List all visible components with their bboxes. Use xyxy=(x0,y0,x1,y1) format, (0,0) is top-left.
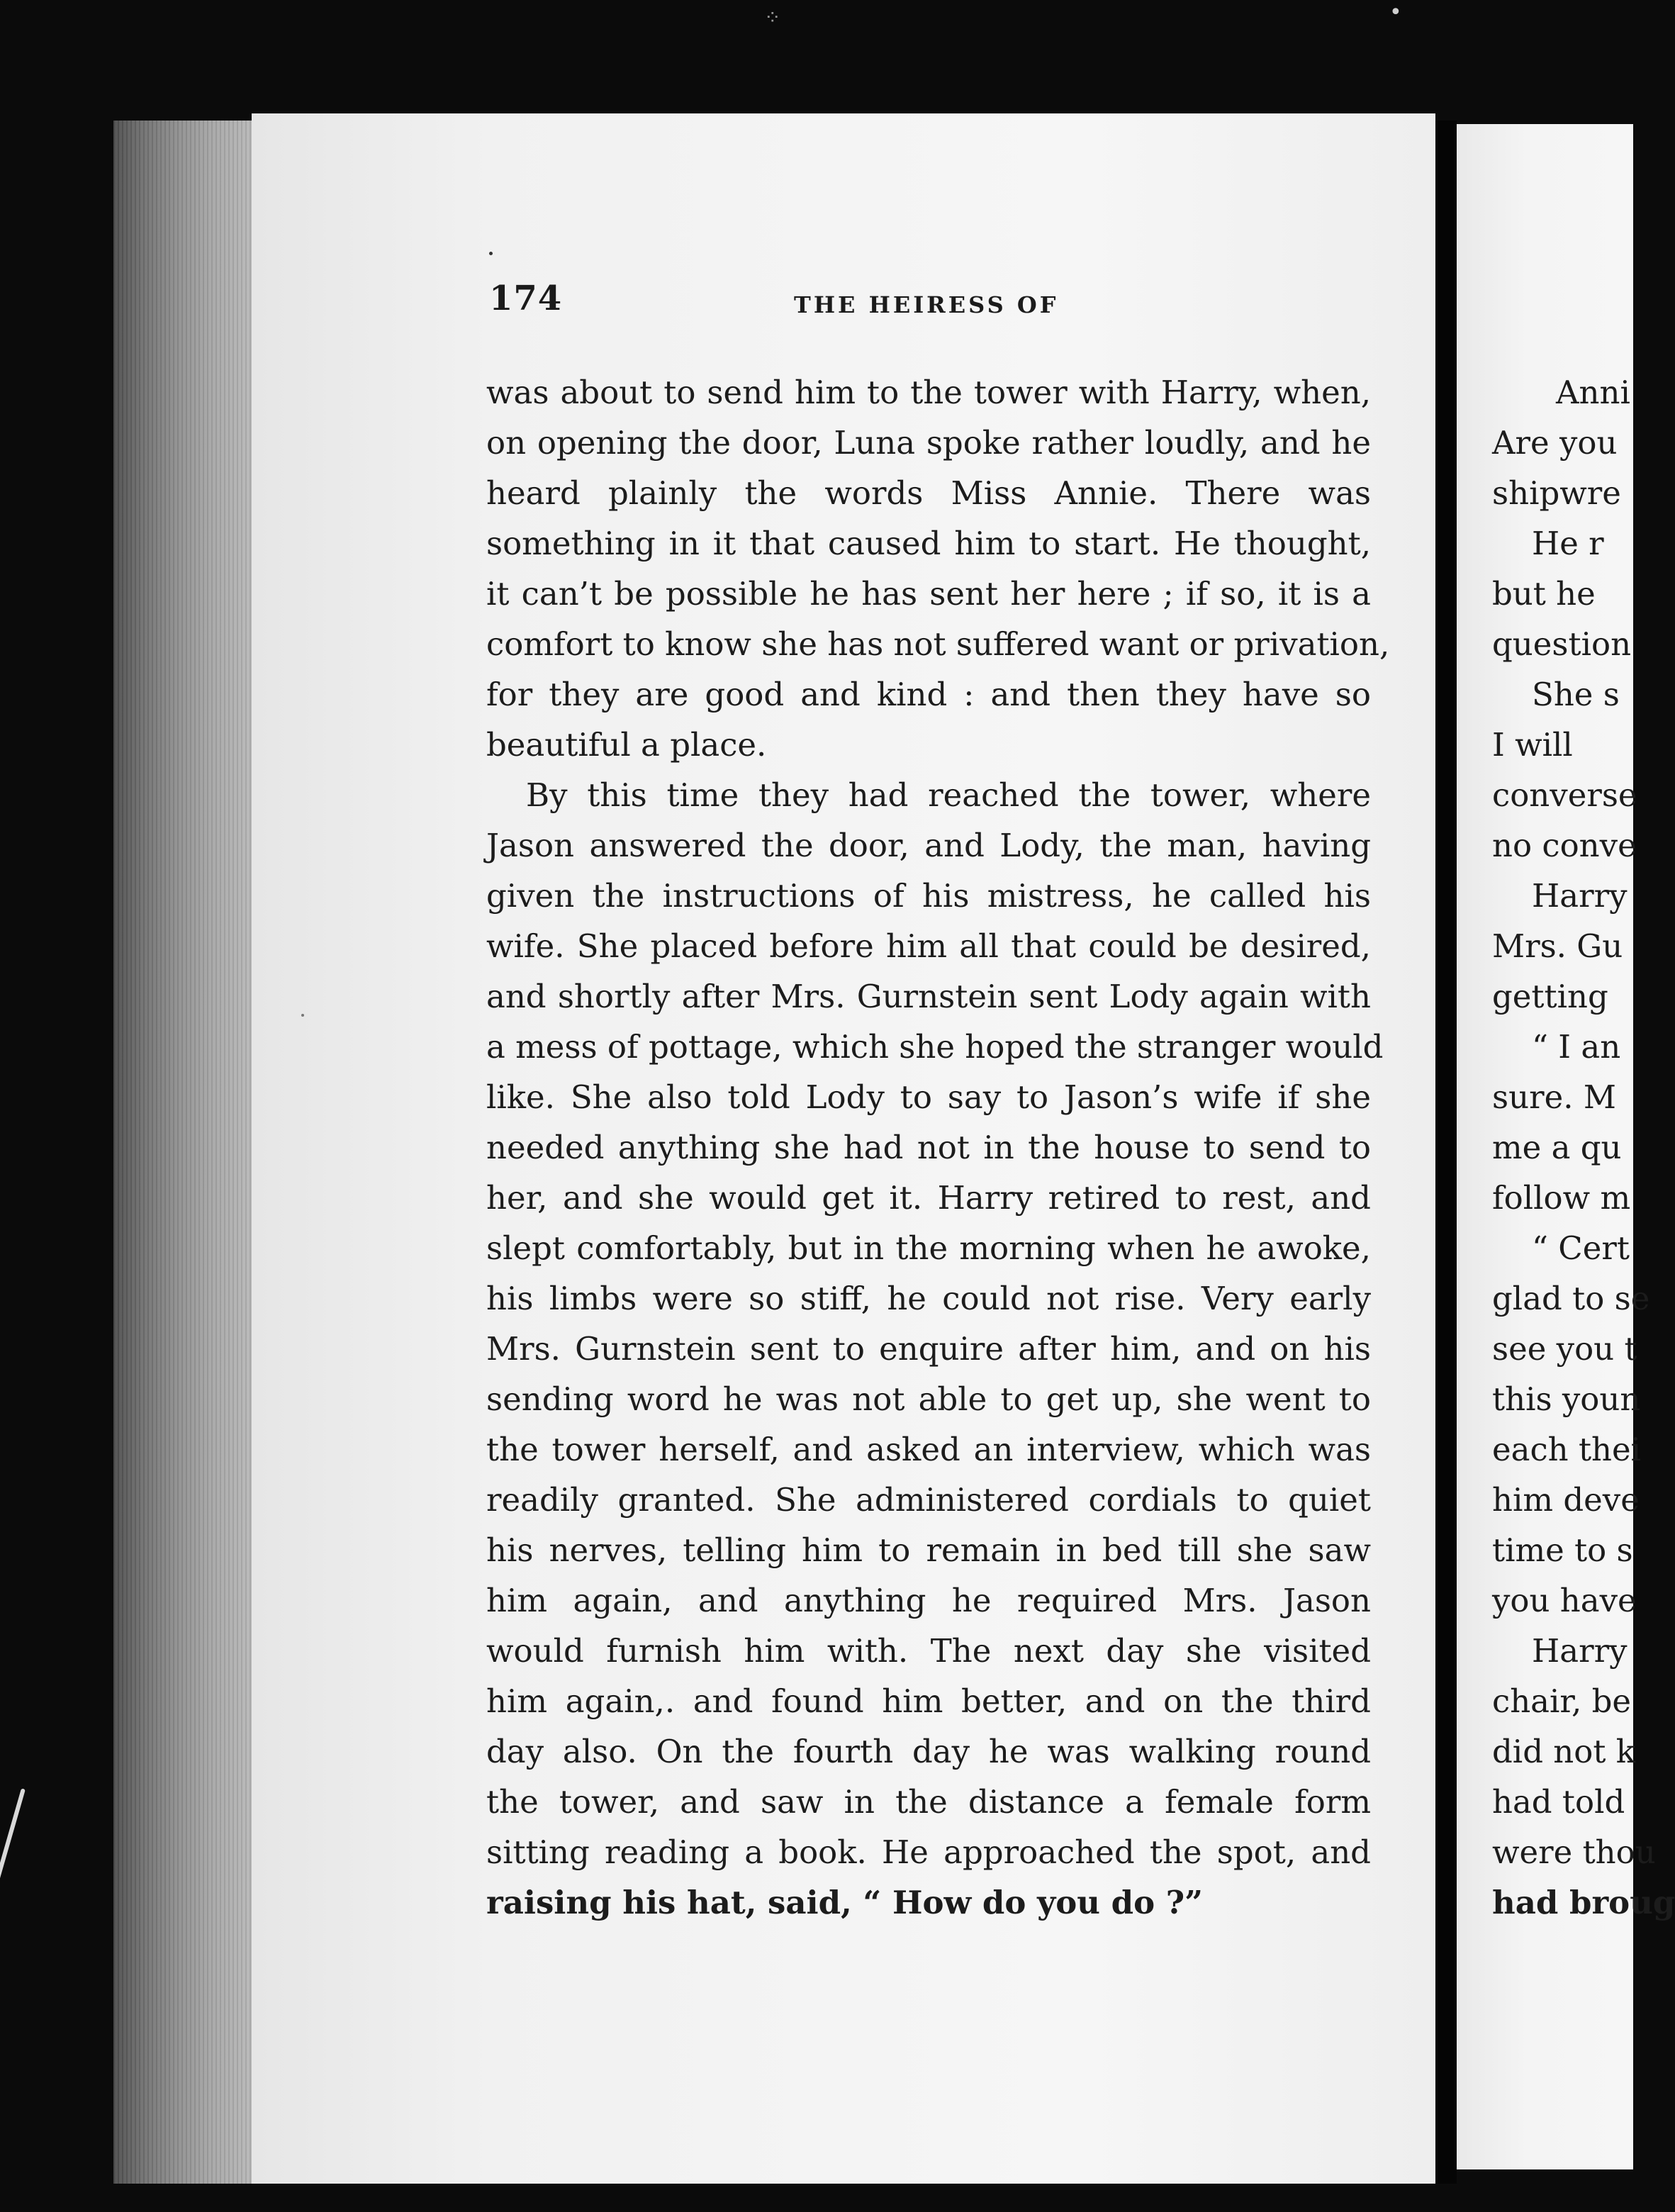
text-line: day also. On the fourth day he was walking round xyxy=(486,1733,1371,1770)
text-line: readily granted. She administered cordials to quiet xyxy=(486,1481,1371,1519)
facing-page-fragment: time to s xyxy=(1492,1531,1633,1569)
text-line: and shortly after Mrs. Gurnstein sent Lody again with xyxy=(486,978,1371,1015)
facing-page-fragment: “ I an xyxy=(1532,1028,1621,1066)
facing-page-fragment: Are you xyxy=(1492,424,1618,462)
text-line: sitting reading a book. He approached the spot, and xyxy=(486,1833,1371,1871)
text-line: was about to send him to the tower with Harry, when, xyxy=(486,374,1371,411)
text-line: slept comfortably, but in the morning when he awoke, xyxy=(486,1229,1371,1267)
facing-page-fragment: He r xyxy=(1532,525,1604,562)
facing-page-fragment: question xyxy=(1492,625,1632,663)
book-fore-edge xyxy=(113,121,255,2184)
page-number: 174 xyxy=(489,279,563,318)
facing-page-fragment: glad to se xyxy=(1492,1280,1650,1317)
text-line: on opening the door, Luna spoke rather loudly, and he xyxy=(486,424,1371,462)
text-line: given the instructions of his mistress, he called his xyxy=(486,877,1371,915)
text-line: him again, and anything he required Mrs. Jason xyxy=(486,1582,1371,1619)
facing-page-fragment: did not k xyxy=(1492,1733,1636,1770)
facing-page-text xyxy=(1492,367,1675,1928)
text-line: needed anything she had not in the house to send to xyxy=(486,1129,1371,1166)
facing-page-fragment: Harry xyxy=(1532,877,1628,915)
facing-page-fragment: I will xyxy=(1492,726,1573,764)
text-line: for they are good and kind : and then they have so xyxy=(486,676,1371,713)
facing-page-fragment: no conve xyxy=(1492,827,1637,864)
facing-page-fragment: She s xyxy=(1532,676,1620,713)
facing-page-fragment: Anni xyxy=(1556,374,1630,411)
facing-page-fragment: chair, be xyxy=(1492,1682,1632,1720)
facing-page-fragment: were thou xyxy=(1492,1833,1656,1871)
page-gutter xyxy=(1435,121,1457,2184)
text-line: beautiful a place. xyxy=(486,726,767,764)
facing-page-fragment: had broug xyxy=(1492,1884,1675,1921)
scan-speck-mark: ⁘ xyxy=(764,6,781,29)
facing-page-fragment: see you t xyxy=(1492,1330,1637,1368)
text-line: the tower herself, and asked an interview, which was xyxy=(486,1431,1371,1468)
text-line: like. She also told Lody to say to Jason’s wife if she xyxy=(486,1078,1371,1116)
facing-page-fragment: Harry xyxy=(1532,1632,1628,1670)
facing-page-fragment: getting xyxy=(1492,978,1608,1015)
text-line: By this time they had reached the tower, where xyxy=(526,776,1371,814)
facing-page-fragment: each thei xyxy=(1492,1431,1642,1468)
text-line: his limbs were so stiff, he could not rise. Very early xyxy=(486,1280,1371,1317)
text-line: Jason answered the door, and Lody, the man, having xyxy=(486,827,1371,864)
facing-page-fragment: shipwre xyxy=(1492,474,1621,512)
text-line: something in it that caused him to start. He thought, xyxy=(486,525,1371,562)
facing-page-fragment: sure. M xyxy=(1492,1078,1616,1116)
text-line: the tower, and saw in the distance a female form xyxy=(486,1783,1371,1821)
facing-page-fragment: converse xyxy=(1492,776,1637,814)
facing-page-fragment: me a qu xyxy=(1492,1129,1622,1166)
scan-edge-stroke xyxy=(0,1788,26,1898)
text-line: wife. She placed before him all that could be desired, xyxy=(486,927,1371,965)
text-line: a mess of pottage, which she hoped the stranger would xyxy=(486,1028,1384,1066)
text-line: would furnish him with. The next day she visited xyxy=(486,1632,1371,1670)
ink-dot xyxy=(301,1014,304,1017)
text-line: it can’t be possible he has sent her here ; if so, it is a xyxy=(486,575,1371,613)
body-text xyxy=(486,367,1390,1928)
text-line: him again,. and found him better, and on the third xyxy=(486,1682,1371,1720)
text-line: raising his hat, said, “ How do you do ?” xyxy=(486,1884,1204,1921)
facing-page-fragment: Mrs. Gu xyxy=(1492,927,1623,965)
facing-page-fragment: this youn xyxy=(1492,1380,1641,1418)
text-line: her, and she would get it. Harry retired to rest, and xyxy=(486,1179,1371,1217)
text-line: comfort to know she has not suffered want or privation, xyxy=(486,625,1390,663)
facing-page-fragment: but he xyxy=(1492,575,1596,613)
running-title: THE HEIRESS OF xyxy=(794,291,1059,318)
facing-page-fragment: “ Cert xyxy=(1532,1229,1630,1267)
ink-dot xyxy=(489,252,493,255)
text-line: Mrs. Gurnstein sent to enquire after him, and on his xyxy=(486,1330,1371,1368)
facing-page-fragment: him deve xyxy=(1492,1481,1640,1519)
scan-speck-mark: • xyxy=(1389,0,1402,25)
facing-page-fragment: you have xyxy=(1492,1582,1637,1619)
text-line: sending word he was not able to get up, she went to xyxy=(486,1380,1371,1418)
facing-page-fragment: had told xyxy=(1492,1783,1625,1821)
text-line: heard plainly the words Miss Annie. There was xyxy=(486,474,1371,512)
facing-page-fragment: follow m xyxy=(1492,1179,1631,1217)
text-line: his nerves, telling him to remain in bed till she saw xyxy=(486,1531,1371,1569)
